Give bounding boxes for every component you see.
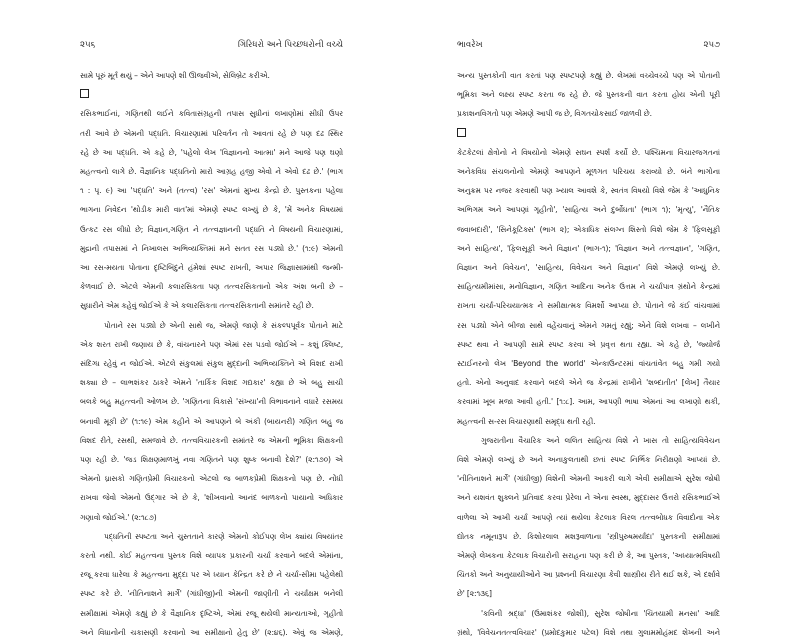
right-page-number: ૨૫૭ (703, 40, 720, 50)
text-line: વિશદ રીતે, રસથી, સમજાવે છે. તત્ત્વવિચારકની સમાંતરે જ એમની ભૂમિકા શિક્ષકની (80, 435, 343, 445)
text-line: ૧ : પૃ. ૯) આ 'પદ્ધતિ' અને (તત્ત્વ) 'રસ' એમનાં મુખ્ય કેન્દ્રો છે. પુસ્તકના પહેલા (80, 186, 343, 196)
text-line: સાહિત્યમીમાંસા, મનોવિજ્ઞાન, ગણિત આદિના અનેક ઉત્તમ ને ચર્ચાપાત્ર ગ્રંથોને કેન્દ્રમાં (457, 282, 720, 292)
text-line: વિજ્ઞાન અને વિવેચન', 'સાહિત્ય, વિવેચન અને વિજ્ઞાન' વિશે એમણે લખ્યું છે. (457, 263, 720, 273)
text-line: છે' [૨:૧૩૬] (457, 589, 492, 599)
text-line: બલકે બહુ મહત્ત્વની ઓળખ છે. 'ગણિતના વિકાસે 'સંખ્યા'ની વિભાવનાને વધારે રસમય (80, 397, 343, 407)
left-running-title: ગિરિધરો અને પિચ્છધરોની વચ્ચે (237, 40, 343, 50)
text-line: સ્પષ્ટ થવા ને આપણી સામે સ્પષ્ટ કરવા એ પ્રવૃત્ત થતા રહ્યા. એ કહે છે, 'જ્યોર્જ (457, 339, 720, 349)
paragraph-start-line: પોતાને રસ પડ્યો છે એની સાથે જ, એમણે જાણે કે સંકલ્પપૂર્વક પોતાને માટે (104, 320, 343, 330)
right-body-text (457, 66, 720, 642)
text-line: એમનો ધ્રાસકો ગણિતપ્રેમી વિચારકનો એટલો જ બાળકપ્રેમી શિક્ષકનો પણ છે. નોંધી (80, 474, 343, 484)
text-line: એમણે લેખકના કેટલાક વિચારોની સરાહના પણ કરી છે કે, આ પુસ્તક, 'અધ્યાત્મવિષયી (457, 551, 720, 561)
text-line: અન્ય પુસ્તકોની વાત કરતાં પણ સ્પષ્ટપણે કહ્યું છે. લેખમાં વચ્ચેવચ્ચે પણ એ પોતાની (457, 71, 720, 80)
text-line: પ્રકાશનવિગતો પણ એમણે આપી જ છે, વિગતચોકસાઈ જાળવી છે. (457, 109, 652, 119)
text-line: અને સાહિત્ય', 'ફિલસૂફી અને વિજ્ઞાન' (ભાગ-૧); 'વિજ્ઞાન અને તત્ત્વજ્ઞાન', 'ગણિત, (457, 243, 720, 253)
text-line: રસિકભાઈનાં, ગણિતથી લઈને કવિતાસંગ્રહની તપાસ સુધીનાં લખાણોમાં સીધી ઉપર (80, 109, 343, 119)
left-running-head (80, 38, 343, 52)
left-page (80, 0, 343, 637)
text-line: અનેકવિધ સંચલનોનો એમણે આપણને મૂળગત પરિચય કરાવ્યો છે. બંને ભાગોના (457, 167, 720, 176)
left-body-text (80, 66, 343, 642)
right-page (457, 0, 720, 637)
text-line: કેટકેટલાં ક્ષેત્રોનો ને વિષયોનો એમણે સઘન સ્પર્શ કર્યો છે. પશ્ચિમના વિચારજગતનાં (457, 147, 720, 157)
text-line: કરતો નથી. કોઈ મહત્ત્વના પુસ્તક વિશે વ્યાપક પ્રકારની ચર્ચા કરવાને બદલે એમાંના, (80, 551, 343, 561)
left-page-number: ૨૫૬ (80, 40, 96, 50)
text-line: આ રસ-મયતા પોતાના દૃષ્ટિબિંદુને હંમેશાં સ્પષ્ટ રાખતી, અપાર જિજ્ઞાસામાંથી જન્મી- (80, 263, 343, 273)
text-line: 'નીતિનાશને માર્ગે' (ગાંધીજી) વિશેની એમની આકરી લાગે એવી સમીક્ષાએ સુરેશ જોષી (457, 474, 720, 484)
text-line: અનુક્રમ પર નજર કરવાથી પણ ખ્યાલ આવશે કે, સ્વતંત્ર વિષયો વિશે જેમ કે 'આધુનિક (457, 186, 720, 196)
text-line: સ્પષ્ટ કરે છે. 'નીતિનાશને માર્ગે' (ગાંધીજી)ની એમની જાણીતી ને ચર્ચાક્ષમ બનેલી (80, 589, 343, 599)
section-break (80, 85, 343, 104)
text-line: રાખતા ચર્ચા-પરિચયાત્મક ને સમીક્ષાત્મક વિમર્શો આપ્યા છે. પોતાને જે કંઈ વાંચવામાં (457, 301, 720, 311)
text-line: ભાગના નિવેદન 'થોડીક મારી વાત'માં એમણે સ્પષ્ટ લખ્યું છે કે, 'મેં અનેક વિષયમાં (80, 205, 343, 215)
text-line: રાખવા જેવો એમનો ઉદ્ગાર એ છે કે, 'શીખવાનો આનંદ બાળકનો પાયાનો અધિકાર (80, 493, 343, 503)
text-line: રસ પડ્યો એને બીજા સાથે વહેંચવાનું એમને ગમતું રહ્યું; એને વિશે લખવા – લખીને (457, 320, 720, 330)
text-line: રહે છે આ પદ્ધતિ. એ કહે છે, 'પહેલો લેખ 'વિજ્ઞાનનો આત્મા' મને આજે પણ ઘણો (80, 147, 343, 157)
text-line: તરી આવે છે એમની પદ્ધતિ. વિચારણામાં પરિવર્તન તો આવતાં રહે છે પણ દઢ સ્થિર (80, 128, 343, 138)
text-line: મહત્ત્વની સ-રસ વિચારણાથી સમૃદ્ધ થતી રહી. (457, 416, 596, 426)
text-line: સુધારીને એમ કહેવું જોઈએ કે એ કલારસિકતા તત્ત્વરસિકતાની સમાંતરે રહી છે. (80, 301, 314, 311)
paragraph-start-line: પદ્ધતિની સ્પષ્ટતા અને ચુસ્તતાને કારણે એમનો કોઈપણ લેખ ક્યાંય વિષયાંતર (104, 531, 343, 541)
text-line: દ્યોતક નમૂનારૂપ છે. કિશોરલાલ મશરૂવાળાના 'સ્ત્રીપુરુષમર્યાદા' પુસ્તકની સમીક્ષામાં (457, 531, 720, 541)
text-line: ગ્રંથો, 'વિવેચનતત્ત્વવિચાર' (પ્રમોદકુમાર પટેલ) વિશે તથા ગુલામમોહંમદ શેખની અને (457, 627, 720, 637)
text-line: વાળેલા એ આખી ચર્ચા આપણે ત્યાં થયેલા કેટલાક વિરલ તત્ત્વબોધક વિવાદોના એક (457, 512, 720, 522)
text-line: ભૂમિકા અને લક્ષ્ય સ્પષ્ટ કરતા જ રહે છે. જે પુસ્તકની વાત કરતા હોય એની પૂરી (457, 90, 720, 100)
text-line: સ્ટાઈનરનો લેખ 'Beyond the world' એન્કાઉન્ટરમાં વાંચતાંવેંત બહુ ગમી ગયો (457, 359, 720, 369)
section-square-icon (80, 89, 89, 98)
text-line: મુદ્રાની તપાસમાં ને નિખાલસ અભિવ્યક્તિમાં મને સતત રસ પડ્યો છે.' (૧:૯) એમની (80, 243, 343, 253)
text-line: એક શરત રાખી જણાય છે કે, વાંચનારને પણ એમાં રસ પડવો જોઈએ – કશું ક્લિષ્ટ, (80, 339, 343, 349)
text-line: કરવામાં ખૂબ મજા આવી હતી.' [૧:૮]. આમ, આપણી ભાષા એમનાં આ લખાણો થકી, (457, 397, 720, 407)
text-line: અને યશવંત શુક્લને પ્રતિવાદ કરવા પ્રેરેલા ને એના સ્વસ્થ, મુદ્દાસર ઉત્તરો રસિકભાઈએ (457, 493, 720, 503)
paragraph-start-line: 'કવિની શ્રદ્ધા' (ઉમાશંકર જોશી), સુરેશ જોષીના 'ચિંતયામી મનસા' આદિ (481, 608, 720, 618)
text-line: બનાવી મૂકી છે' (૧:૧૯) એમ કહીને એ આપણને બે અંકી (બાયનરી) ગણિત બહુ જ (80, 416, 343, 426)
text-line: સંદિગ્ધ રહેવું ન જોઈએ. એટલે સંકુલમાં સંકુલ મુદ્દાની અભિવ્યક્તિને એ વિશદ રાખી (80, 359, 343, 369)
right-running-head (457, 38, 720, 52)
section-square-icon (457, 128, 466, 137)
text-line: કેળવાઈ છે. એટલે એમની કલારસિકતા પણ તત્ત્વરસિકતાનો એક અંશ બની છે – (80, 282, 343, 292)
text-line: સમીક્ષામાં એમણે કહ્યું છે કે વૈજ્ઞાનિક દૃષ્ટિએ, એમાં રજૂ થયેલી માન્યતાઓ, ગૃહીતો (80, 608, 343, 618)
text-line: ચિંતકો અને અનુયાયીઓને આ પ્રશ્નની વિચારણા કેવી શાસ્ત્રીય રીતે થઈ શકે, એ દર્શાવે (457, 570, 720, 580)
text-line: જવાબદારી', 'સિનેકૂટિક્સ' (ભાગ ૨); એકાધિક સંલગ્ન શિસ્તો વિશે જેમ કે 'ફિલસૂફી (457, 224, 720, 234)
text-line: ગણાવો જોઈએ.' (૨:૧૮૭) (80, 512, 157, 522)
text-line: શક્યા છે – લાભશંકર ઠાકરે એમને 'તાર્કિક વિશદ ગદ્યકાર' કહ્યા છે એ બહુ સાચી (80, 378, 343, 388)
text-line: વિશે એમણે લખ્યું છે અને અનાકુલતાથી છતાં સ્પષ્ટ નિર્ભિક નિરીક્ષણો આપ્યાં છે. (457, 455, 720, 465)
text-line: અને વિધાનોની ચકાસણી કરવાનો આ સમીક્ષાનો હેતુ છે' (૨:૪૬). એવું જ એમણે, (80, 627, 343, 637)
text-line: સામે પૂરું મૂર્ત થયું – એને આપણે શી ઊજવીએ, સેલિબ્રેટ કરીએ. (80, 71, 270, 80)
text-line: રજૂ કરવા ધારેલા કે મહત્ત્વના મુદ્દા પર એ ધ્યાન કેન્દ્રિત કરે છે ને ચર્ચા-સીમા પહેલેથી (80, 570, 343, 580)
text-line: પણ રહી છે. 'જડ શિક્ષણમાળખું નવા ગણિતને પણ શુષ્ક બનાવી દેશે?' (૨:૧૭૦) એ (80, 455, 343, 465)
right-running-title: ભાવરેખ (457, 40, 483, 50)
paragraph-start-line: ગુજરાતીના વૈચારિક અને લલિત સાહિત્ય વિશે ને ખાસ તો સાહિત્યવિવેચન (481, 435, 720, 445)
text-line: મહત્ત્વનો લાગે છે. વૈજ્ઞાનિક પદ્ધતિનો મારો આગ્રહ હજી એવો ને એવો દઢ છે.' (ભાગ (80, 167, 343, 176)
text-line: અભિગમ અને આપણાં ગૃહીતો', 'સાહિત્ય અને દુર્બોધતા' (ભાગ ૧); 'મૃત્યુ', 'નૈતિક (457, 205, 720, 215)
section-break (457, 124, 720, 143)
text-line: ઉત્કટ રસ લીધો છે; વિજ્ઞાન,ગણિત ને તત્ત્વજ્ઞાનની પદ્ધતિ ને વિષયની વિચારણામાં, (80, 224, 343, 234)
text-line: હતો. એનો અનુવાદ કરવાને બદલે એને જ કેન્દ્રમાં રાખીને 'શબ્દાતીત' [લેખ] તૈયાર (457, 378, 720, 388)
